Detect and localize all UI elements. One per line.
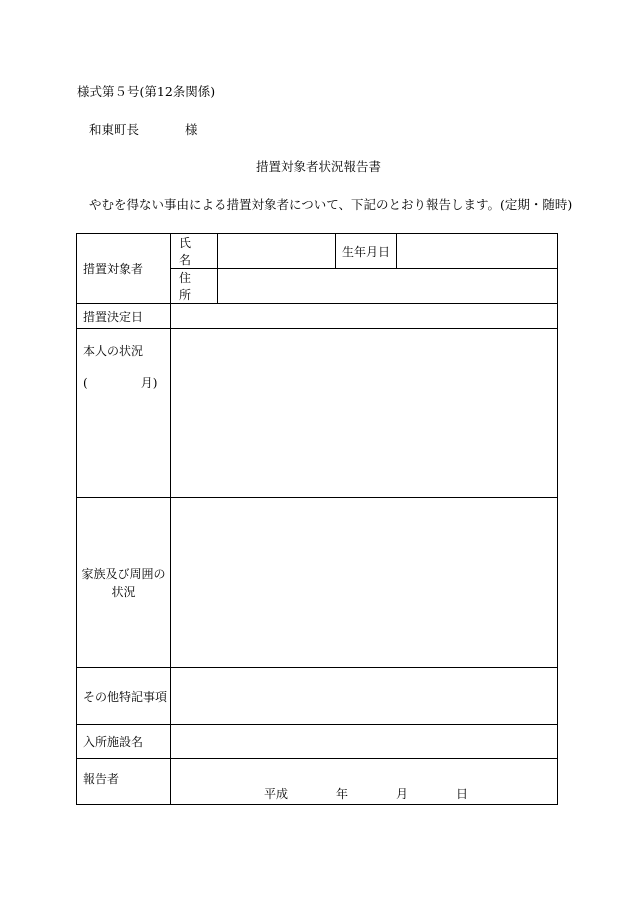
facility-field[interactable] <box>171 725 558 759</box>
page-title: 措置対象者状況報告書 <box>256 159 382 174</box>
month-open: ( <box>83 376 88 391</box>
form-number: 様式第５号(第12条関係) <box>77 84 216 99</box>
reporter-field[interactable] <box>171 759 558 805</box>
addressee-honorific: 様 <box>185 122 198 137</box>
address-label: 住 所 <box>171 269 218 304</box>
date-era: 平成 <box>264 787 289 801</box>
personal-status-label: 本人の状況 <box>83 344 144 358</box>
other-notes-label: その他特記事項 <box>77 668 171 725</box>
reporter-label: 報告者 <box>77 759 171 805</box>
address-field[interactable] <box>218 269 558 304</box>
birthdate-label: 生年月日 <box>336 234 397 269</box>
report-form-table <box>76 233 558 805</box>
intro-text: やむを得ない事由による措置対象者について、下記のとおり報告します。(定期・随時) <box>89 197 573 212</box>
family-status-label-cell <box>77 498 171 668</box>
decision-date-label: 措置決定日 <box>77 304 171 329</box>
subject-label: 措置対象者 <box>77 234 171 304</box>
date-day: 日 <box>456 787 469 801</box>
family-status-label-line1: 家族及び周囲の <box>81 566 166 581</box>
family-status-label-line2: 状況 <box>111 584 136 599</box>
report-date-line <box>264 785 468 802</box>
facility-label: 入所施設名 <box>77 725 171 759</box>
family-status-field[interactable] <box>171 498 558 668</box>
date-month: 月 <box>396 787 409 801</box>
name-field[interactable] <box>218 234 336 269</box>
birthdate-field[interactable] <box>397 234 558 269</box>
decision-date-field[interactable] <box>171 304 558 329</box>
month-close: 月) <box>140 376 158 391</box>
personal-status-label-cell <box>77 329 171 498</box>
date-year: 年 <box>336 787 349 801</box>
name-label: 氏 名 <box>171 234 218 269</box>
month-entry <box>83 375 170 391</box>
other-notes-field[interactable] <box>171 668 558 725</box>
addressee-name: 和東町長 <box>89 122 140 137</box>
personal-status-field[interactable] <box>171 329 558 498</box>
